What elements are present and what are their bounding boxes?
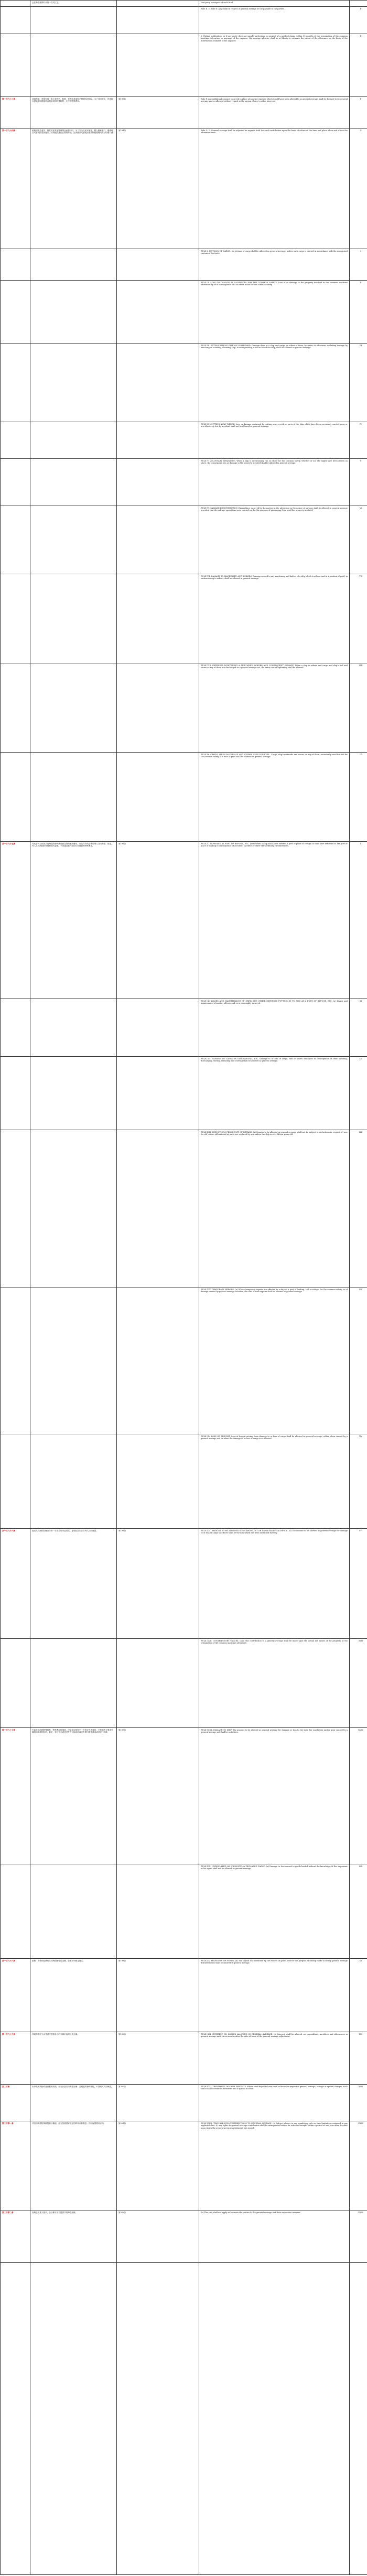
chinese-text-cell — [30, 1434, 117, 1529]
article-ref-cell: 第198条 — [117, 1959, 199, 2032]
rule-number-cell: III — [350, 344, 367, 422]
article-ref-cell — [117, 7, 199, 34]
english-rule-cell: 3. Failing notification, or if any party does not supply particulars in support of a notified claim, within 12 months of the termination of the common maritime adventure or payment of the expense, the average adjuster shall be at liberty to estimate the extent of the allowance on the basis of the information available to the adjuster. — [199, 34, 350, 97]
article-ref-cell — [117, 663, 199, 753]
table-row — [1, 1434, 367, 1529]
english-rule-cell: RULE II. LOSS OR DAMAGE BY SACRIFICES FOR THE COMMON SAFETY. Loss of or damage to the property involved in the common maritime adventure by or in consequence of a sacrifice made for the common safety. — [199, 281, 350, 344]
english-rule-cell: (b) This rule shall not apply as between the parties to the general average and their respective insurers. — [199, 2210, 350, 2263]
table-row — [1, 1287, 367, 1434]
chinese-text-cell — [30, 422, 117, 459]
law-cell — [1, 344, 30, 422]
chinese-text-cell — [30, 574, 117, 663]
table-row — [1, 574, 367, 663]
table-row — [1, 422, 367, 459]
law-cell: 第二百条 — [1, 2085, 30, 2121]
article-ref-cell — [117, 574, 199, 663]
table-row — [1, 2085, 367, 2121]
law-cell: 第一百九十三条 — [1, 97, 30, 128]
article-ref-cell — [117, 1864, 199, 1959]
article-ref-cell — [117, 506, 199, 574]
law-cell — [1, 422, 30, 459]
english-rule-cell: RULE V. VOLUNTARY STRANDING. When a ship is intentionally run on shore for the common safety, whether or not she might have been driven on shore, the consequent loss or damage to the property involved shall be allowed in general average. — [199, 459, 350, 506]
rule-number-cell: XII — [350, 1057, 367, 1130]
english-rule-cell: RULE XI. WAGES AND MAINTENANCE OF CREW AND OTHER EXPENSES PUTTING IN TO AND AT A PORT OF REFUGE, ETC. (a) Wages and maintenance of master, officers and crew reasonably incurred. — [199, 999, 350, 1057]
chinese-text-cell: 对共同海损特殊牺牲和分摊值，应当按照国家规定的利率计算利息；共同海损费用亦同。 — [30, 2121, 117, 2210]
article-ref-cell: 第196条 — [117, 1529, 199, 1639]
rule-number-cell: XV — [350, 1434, 367, 1529]
article-ref-cell — [117, 999, 199, 1057]
law-cell — [1, 1130, 30, 1287]
chinese-text-cell — [30, 1864, 117, 1959]
english-rule-cell: RULE VI. SALVAGE REMUNERATION. Expenditure incurred by the parties to the adventure in the nature of salvage shall be allowed in general average provided that the salvage operations were carried out for the purpose of preserving from peril the property involved. — [199, 506, 350, 574]
law-cell — [1, 1, 30, 7]
rule-number-cell — [350, 1, 367, 7]
english-rule-cell: RULE X. EXPENSES AT PORT OF REFUGE, ETC. (a)(i) When a ship shall have entered a port or place of refuge or shall have returned to her port or place of loading in consequence of accident, sacrifice or other extraordinary circumstances. — [199, 842, 350, 999]
table-row — [1, 663, 367, 753]
law-cell — [1, 753, 30, 842]
english-rule-cell: RULE XXII. TREATMENT OF CASH DEPOSITS. Where cash deposits have been collected in respect of general average, salvage or special charges, such sums shall be remitted forthwith into a special account. — [199, 2085, 350, 2121]
table-row — [1, 2032, 367, 2085]
law-cell — [1, 506, 30, 574]
article-ref-cell: 第195条 — [117, 842, 199, 999]
table-row — [1, 344, 367, 422]
table-row — [1, 1639, 367, 1728]
chinese-text-cell: 共同海损应当由受益方按照各自的分摊价值的比例分摊。 — [30, 2032, 117, 2085]
table-row — [1, 2121, 367, 2210]
table-row — [1, 1130, 367, 1287]
english-rule-cell: RULE XXIII. TIME BAR FOR CONTRIBUTIONS TO GENERAL AVERAGE. (a) Subject always to any mandatory rule on time limitation contained in any applicable law: (i) any rights to general average contribution shall be extinguished unless an action is brought within a period of one year after the date upon which the general average adjustment was issued. — [199, 2121, 350, 2210]
rule-number-cell: VII — [350, 574, 367, 663]
chinese-text-cell: 已在海损理算时计算一次或以上。 — [30, 1, 117, 7]
table-row — [1, 753, 367, 842]
english-rule-cell: RULE VIII. EXPENSES LIGHTENING A SHIP WHEN ASHORE AND CONSEQUENT DAMAGE. When a ship is ashore and cargo and ship's fuel and stores or any of them are discharged as a general average act, the extra cost of lightening shall be allowed. — [199, 663, 350, 753]
table-row — [1, 249, 367, 281]
table-row — [1, 999, 367, 1057]
law-cell — [1, 1057, 30, 1130]
rule-number-cell: V — [350, 459, 367, 506]
rule-number-cell: I — [350, 249, 367, 281]
rule-number-cell: IV — [350, 422, 367, 459]
table-row — [1, 1, 367, 7]
article-ref-cell — [117, 1, 199, 7]
chinese-text-cell: 共同海损，是指在同一海上航程中，船舶、货物和其他财产遭遇共同危险，为了共同安全，有意地合理地采取措施所直接造成的特殊牺牲、支付的特殊费用。 — [30, 97, 117, 128]
chinese-text-cell — [30, 459, 117, 506]
english-rule-cell: that party in respect of such fund. — [199, 1, 350, 7]
table-row — [1, 506, 367, 574]
table-row-filler — [1, 2263, 367, 2575]
chinese-text-cell: 经利益关系人要求，各分摊方应当提供共同海损担保。 — [30, 2210, 117, 2263]
rule-number-cell: E — [350, 34, 367, 97]
table-row — [1, 97, 367, 128]
law-cell: 第一百九十六条 — [1, 1529, 30, 1639]
article-ref-cell — [117, 1057, 199, 1130]
english-rule-cell: Rule F. Any additional expense incurred in place of another expense which would have been allowable as general average shall be deemed to be general average and so allowed without regard to the saving, if any, to other interests. — [199, 97, 350, 128]
table-row — [1, 1057, 367, 1130]
chinese-text-cell — [30, 344, 117, 422]
law-cell — [1, 281, 30, 344]
article-ref-cell: 第197条 — [117, 1728, 199, 1864]
law-cell — [1, 1287, 30, 1434]
english-rule-cell: RULE XII. DAMAGE TO CARGO IN DISCHARGING, ETC. Damage to or loss of cargo, fuel or stores sustained in consequence of their handling, discharging, storing, reloading and stowing shall be allowed as general average. — [199, 1057, 350, 1130]
table-row — [1, 7, 367, 34]
rule-number-cell: XXIII — [350, 2121, 367, 2210]
law-cell — [1, 999, 30, 1057]
rule-number-cell: XIII — [350, 1130, 367, 1287]
rule-number-cell: XIV — [350, 1287, 367, 1434]
table-row — [1, 2210, 367, 2263]
law-cell: 第一百九十五条 — [1, 842, 30, 999]
article-ref-cell — [117, 1130, 199, 1287]
rule-number-cell: X — [350, 842, 367, 999]
english-rule-cell: RULE VII. DAMAGE TO MACHINERY AND BOILERS. Damage caused to any machinery and boilers of a ship which is ashore and in a position of peril, in endeavouring to refloat, shall be allowed in general average. — [199, 574, 350, 663]
law-cell — [1, 249, 30, 281]
chinese-text-cell — [30, 281, 117, 344]
law-cell: 第一百九十七条 — [1, 1728, 30, 1864]
law-cell — [1, 459, 30, 506]
law-cell — [1, 1434, 30, 1529]
chinese-text-cell — [30, 7, 117, 34]
rule-number-cell: E — [350, 7, 367, 34]
english-rule-cell: Rule G. 1. General average shall be adjusted as regards both loss and contribution upon the basis of values at the time and place when and where the adventure ends. — [199, 128, 350, 249]
chinese-text-cell — [30, 1287, 117, 1434]
chinese-text-cell: 引起共同海损特殊牺牲、特殊费用的事故，可能是由航程中一方的过失造成的，不影响该方要求分摊共同海损的权利；但是，非过失方或者过失方可以就此项过失提出赔偿请求或者进行抗辩。 — [30, 1728, 117, 1864]
chinese-text-cell — [30, 1057, 117, 1130]
english-rule-cell: RULE XVI. AMOUNT TO BE ALLOWED FOR CARGO LOST OR DAMAGED BY SACRIFICE. (a) The amount to be allowed as general average for damage to or loss of cargo sacrificed shall be the loss which has been sustained thereby. — [199, 1529, 350, 1639]
table-row — [1, 842, 367, 999]
chinese-text-cell: 船舶因发生意外、牺牲或者其他特殊情况而损坏时，为了安全完成本航程，驶入避难港口、避难地点或者驶回装货港口、装货地点进行必要的修理，在该港口或者地点额外停留期间所支付的港口费... — [30, 128, 117, 249]
chinese-text-cell: 未申报的货物或者谎报的货物，应当参加共同海损分摊；其遭受的特殊牺牲，不得列入共同海损。 — [30, 2085, 117, 2121]
chinese-text-cell — [30, 999, 117, 1057]
english-rule-cell: RULE XVIII. DAMAGE TO SHIP. The amount to be allowed as general average for damage or loss to the ship, her machinery and/or gear caused by a general average act shall be as follows. — [199, 1728, 350, 1864]
rule-number-cell: G — [350, 128, 367, 249]
rule-number-cell: XVII — [350, 1639, 367, 1728]
law-cell — [1, 1864, 30, 1959]
english-rule-cell: RULE XIX. UNDECLARED OR WRONGFULLY DECLARED CARGO. (a) Damage or loss caused to goods loaded without the knowledge of the shipowner or his agent shall not be allowed as general average. — [199, 1864, 350, 1959]
law-cell: 第一百九十四条 — [1, 128, 30, 249]
rule-number-cell: II — [350, 281, 367, 344]
english-rule-cell: RULE XXI. INTEREST ON LOSSES ALLOWED IN GENERAL AVERAGE. (a) Interest shall be allowed on expenditure, sacrifices and allowances in general average until three months after the date of issue of the general average adjustment. — [199, 2032, 350, 2085]
article-ref-cell-empty — [117, 2263, 199, 2575]
chinese-text-cell: 船舶、货物和运费的共同海损牺牲的金额，依照下列规定确定。 — [30, 1959, 117, 2032]
english-rule-cell: RULE III. EXTINGUISHING FIRE ON SHIPBOARD. Damage done to a ship and cargo, or either of them, by water or otherwise, including damage by beaching or scuttling a burning ship, in extinguishing a fire on board the ship, shall be allowed as general average. — [199, 344, 350, 422]
english-rule-cell: RULE IV. CUTTING AWAY WRECK. Loss or damage sustained by cutting away wreck or parts of the ship which have been previously carried away or are effectively lost by accident shall not be allowed as general average. — [199, 422, 350, 459]
law-cell: 第二百零一条 — [1, 2121, 30, 2210]
article-ref-cell — [117, 1287, 199, 1434]
english-rule-cell: RULE XIII. DEDUCTIONS FROM COST OF REPAIRS. (a) Repairs to be allowed in general average shall not be subject to deductions in respect of 'new for old' where old material or parts are replaced by new unless the ship is over fifteen years old. — [199, 1130, 350, 1287]
rule-number-cell: IX — [350, 753, 367, 842]
law-cell — [1, 7, 30, 34]
rule-number-cell: VI — [350, 506, 367, 574]
article-ref-cell: 第201条 — [117, 2121, 199, 2210]
english-rule-cell: RULE I. JETTISON OF CARGO. No jettison of cargo shall be allowed as general average, unless such cargo is carried in accordance with the recognised custom of the trade. — [199, 249, 350, 281]
english-rule-cell: RULE IX. CARGO, SHIP'S MATERIALS AND STORES USED FOR FUEL. Cargo, ship's materials and stores, or any of them, necessarily used for fuel for the common safety at a time of peril shall be allowed as general average. — [199, 753, 350, 842]
law-cell — [1, 34, 30, 97]
article-ref-cell: 第193条 — [117, 97, 199, 128]
article-ref-cell — [117, 281, 199, 344]
table-row — [1, 34, 367, 97]
chinese-text-cell-empty — [30, 2263, 117, 2575]
law-cell — [1, 1639, 30, 1728]
rule-number-cell: XX — [350, 1959, 367, 2032]
article-ref-cell: 第202条 — [117, 2210, 199, 2263]
rule-number-cell: XXI — [350, 2032, 367, 2085]
article-ref-cell: 第194条 — [117, 128, 199, 249]
chinese-text-cell — [30, 34, 117, 97]
law-cell: 第一百九十八条 — [1, 1959, 30, 2032]
table-row — [1, 1959, 367, 2032]
law-cell — [1, 663, 30, 753]
rule-number-cell: XXII — [350, 2085, 367, 2121]
law-cell — [1, 574, 30, 663]
comparison-body — [1, 1, 367, 2575]
article-ref-cell — [117, 249, 199, 281]
english-rule-cell: RULE XV. LOSS OF FREIGHT. Loss of freight arising from damage to or loss of cargo shall be allowed as general average, either when caused by a general average act, or when the damage to or loss of cargo is so allowed. — [199, 1434, 350, 1529]
table-row — [1, 1529, 367, 1639]
rule-number-cell: F — [350, 97, 367, 128]
article-ref-cell — [117, 34, 199, 97]
chinese-text-cell — [30, 1639, 117, 1728]
rule-number-cell: XI — [350, 999, 367, 1057]
rule-number-cell: XXIII — [350, 2210, 367, 2263]
article-ref-cell — [117, 344, 199, 422]
english-rule-cell: RULE XX. PROVISION OF FUNDS. (a) The capital loss sustained by the owners of goods sold for the purpose of raising funds to defray general average disbursements shall be allowed in general average. — [199, 1959, 350, 2032]
article-ref-cell — [117, 1434, 199, 1529]
table-row — [1, 1728, 367, 1864]
chinese-text-cell — [30, 1130, 117, 1287]
article-ref-cell — [117, 1639, 199, 1728]
chinese-text-cell — [30, 249, 117, 281]
table-row — [1, 281, 367, 344]
chinese-text-cell — [30, 663, 117, 753]
table-row — [1, 1864, 367, 1959]
english-rule-cell: RULE XVII. CONTRIBUTORY VALUES. (a)(i) The contribution to a general average shall be made upon the actual net values of the property at the termination of the common maritime adventure. — [199, 1639, 350, 1728]
english-rule-cell: RULE XIV. TEMPORARY REPAIRS. (a) Where temporary repairs are effected to a ship at a port of loading, call or refuge, for the common safety, or of damage caused by general average sacrifice, the cost of such repairs shall be allowed as general average. — [199, 1287, 350, 1434]
english-rule-cell-empty — [199, 2263, 350, 2575]
article-ref-cell — [117, 753, 199, 842]
law-cell: 第二百零二条 — [1, 2210, 30, 2263]
rule-number-cell: XVIII — [350, 1728, 367, 1864]
chinese-text-cell — [30, 506, 117, 574]
article-ref-cell — [117, 422, 199, 459]
rule-number-cell-empty — [350, 2263, 367, 2575]
chinese-text-cell: 为代替可以列为共同海损的特殊费用而支付的额外费用，可以作为代替费用列入共同海损；但是，列入共同海损的代替费用的金额，不得超过被代替的共同海损的特殊费用。 — [30, 842, 117, 999]
rule-number-cell: XVI — [350, 1529, 367, 1639]
rule-number-cell: VIII — [350, 663, 367, 753]
english-rule-cell: Rule E. 3. Rule E: Any claim in respect of general average or the payable to the parties... — [199, 7, 350, 34]
article-ref-cell: 第199条 — [117, 2032, 199, 2085]
law-cell-empty — [1, 2263, 30, 2575]
article-ref-cell: 第200条 — [117, 2085, 199, 2121]
law-cell: 第一百九十九条 — [1, 2032, 30, 2085]
table-row — [1, 128, 367, 249]
table-row — [1, 459, 367, 506]
article-ref-cell — [117, 459, 199, 506]
chinese-text-cell: 提出共同海损分摊请求的一方应当负举证责任，证明其损失应当列入共同海损。 — [30, 1529, 117, 1639]
chinese-text-cell — [30, 753, 117, 842]
rule-number-cell: XIX — [350, 1864, 367, 1959]
